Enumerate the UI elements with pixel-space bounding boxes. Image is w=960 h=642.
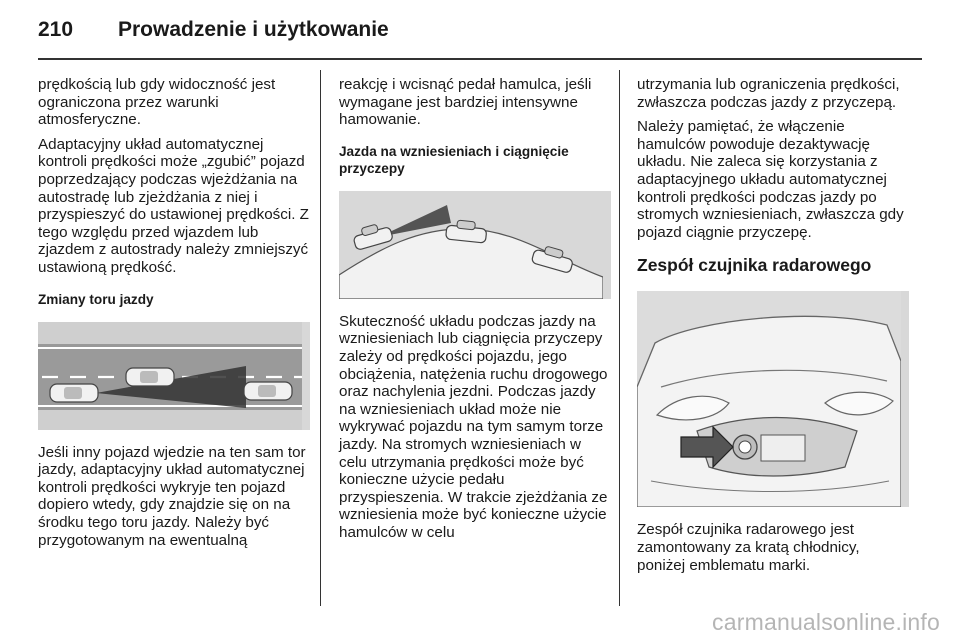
column-2 bbox=[339, 76, 611, 549]
page-header bbox=[38, 14, 922, 54]
column-1 bbox=[38, 76, 310, 556]
section-heading: Zespół czujnika radarowego bbox=[637, 255, 872, 276]
paragraph: reakcję i wcisnąć pedał hamulca, jeśli wymagane jest bardziej intensywne hamowanie. bbox=[339, 76, 592, 129]
paragraph: Jeśli inny pojazd wjedzie na ten sam tor jazdy, adaptacyjny układ automatycznej kontroli prędkości wykryje ten pojazd dopiero wtedy, gdy znajdzie się on na środku tego toru jazdy. Należy być przygotowanym na ewentualną bbox=[38, 443, 306, 549]
car-icon bbox=[446, 219, 488, 243]
section-heading: Zmiany toru jazdy bbox=[38, 291, 154, 307]
paragraph: Skuteczność układu podczas jazdy na wzniesieniach lub ciągnięcia przyczepy zależy od prędkości pojazdu, jego obciążenia, natężenia ruchu drogowego oraz nachylenia jezdni. Podczas jazdy na wzniesieniach układ może nie wykrywać pojazdu na tym samym torze jazdy. Na stromych wzniesieniach w celu utrzymania prędkości może być konieczne użycie pedału przyspieszenia. W trakcie zjeżdżania ze wzniesienia może być konieczne użycie hamulców w celu bbox=[339, 312, 608, 541]
header-rule bbox=[38, 58, 922, 60]
paragraph: utrzymania lub ograniczenia prędkości, zwłaszcza podczas jazdy z przyczepą. bbox=[637, 76, 900, 111]
column-divider bbox=[619, 70, 620, 606]
car-icon bbox=[244, 382, 292, 400]
paragraph: prędkością lub gdy widoczność jest ograniczona przez warunki atmosferyczne. bbox=[38, 76, 276, 129]
section-heading: Jazda na wzniesieniach i ciągnięcie przyczepy bbox=[339, 143, 569, 176]
radar-sensor-illustration bbox=[637, 291, 909, 507]
watermark: carmanualsonline.info bbox=[712, 609, 940, 635]
radar-sensor-icon bbox=[733, 435, 757, 459]
chapter-title: Prowadzenie i użytkowanie bbox=[118, 18, 389, 41]
car-icon bbox=[50, 384, 98, 402]
paragraph: Adaptacyjny układ automatycznej kontroli prędkości może „zgubić” pojazd poprzedzający podczas wjeżdżania na autostradę lub zjeżdżania z niej i przyspieszyć do ustawionej prędkości. Z tego względu przed wjazdem lub zjazdem z autostrady należy zmniejszyć ustawioną prędkość. bbox=[38, 135, 309, 276]
page-number: 210 bbox=[38, 18, 74, 41]
car-icon bbox=[351, 221, 393, 251]
column-divider bbox=[320, 70, 321, 606]
lane-change-illustration bbox=[38, 322, 310, 430]
paragraph: Należy pamiętać, że włączenie hamulców powoduje dezaktywację układu. Nie zaleca się korzystania z adaptacyjnego układu automatycznej kontroli prędkości podczas jazdy po stromych wzniesieniach, zwłaszcza gdy pojazd ciągnie przyczepę. bbox=[637, 118, 904, 241]
car-icon bbox=[126, 368, 174, 386]
hill-driving-illustration bbox=[339, 191, 611, 299]
paragraph: Zespół czujnika radarowego jest zamontowany za kratą chłodnicy, poniżej emblematu marki. bbox=[637, 521, 860, 574]
column-3 bbox=[637, 76, 909, 581]
